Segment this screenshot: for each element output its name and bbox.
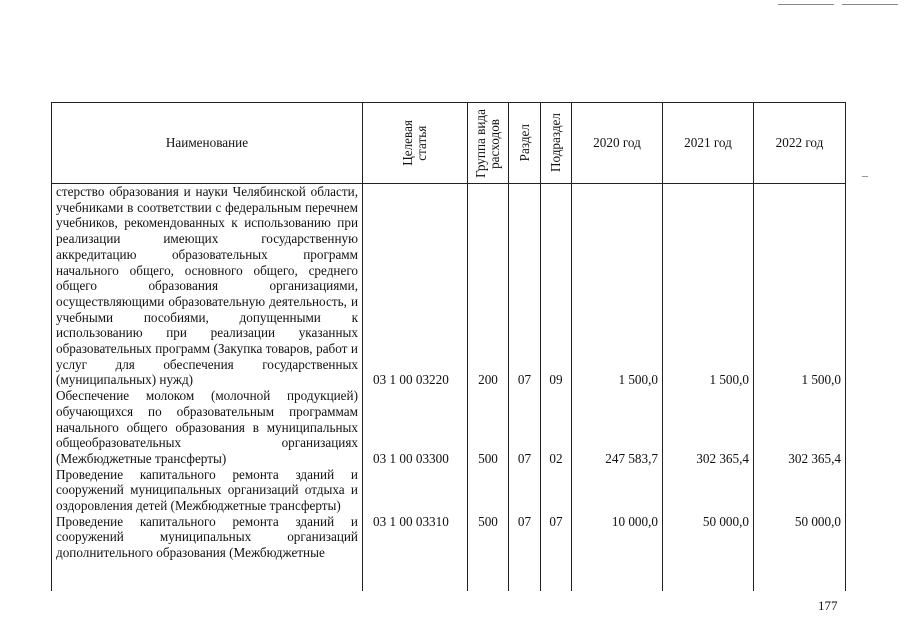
row-2-group: 500	[478, 451, 498, 466]
budget-table	[51, 102, 846, 591]
names-column	[52, 184, 363, 592]
row-2-2020: 247 583,7	[605, 451, 658, 466]
row-2-section: 07	[517, 451, 532, 466]
subsections-column	[541, 184, 572, 592]
row-3-2022: 50 000,0	[794, 514, 841, 529]
scan-artifact-line	[778, 4, 834, 5]
header-subsection: Подраздел	[541, 103, 572, 184]
row-3-code: 03 1 00 03310	[373, 514, 449, 529]
year-2021-column	[663, 184, 754, 592]
row-3-group: 500	[478, 514, 498, 529]
header-expense-group: Группа вида расходов	[468, 103, 509, 184]
year-2022-column	[754, 184, 846, 592]
row-name-1: стерство образования и науки Челябинской области, учебниками в соответствии с федеральным перечнем учебников, рекомендованных к использованию при реализации имеющих государственную аккредитацию образовательных программ начального общего, основного общего, среднего общего образования организациями, осуществляющими образовательную деятельность, и учебными пособиями, допущенными к использованию при реализации указанных образовательных программ (Закупка товаров, работ и услуг для обеспечения государственных (муниципальных) нужд)	[56, 184, 358, 388]
row-1-section: 07	[517, 372, 532, 387]
row-name-2: Обеспечение молоком (молочной продукцией) обучающихся по образовательным программам начального общего образования в муниципальных общеобразовательных организациях (Межбюджетные трансферты)	[56, 388, 358, 466]
row-name-3: Проведение капитального ремонта зданий и сооружений муниципальных организаций отдыха и оздоровления детей (Межбюджетные трансферты)	[56, 466, 358, 514]
row-1-subsection: 09	[549, 372, 563, 387]
sections-column	[509, 184, 541, 592]
row-2-code: 03 1 00 03300	[373, 451, 449, 466]
scan-artifact-dash	[862, 176, 868, 177]
row-1-2022: 1 500,0	[801, 372, 841, 387]
year-2020-column	[572, 184, 663, 592]
row-1-2020: 1 500,0	[618, 372, 658, 387]
row-3-section: 07	[517, 514, 532, 529]
row-2-subsection: 02	[549, 451, 563, 466]
scan-artifact-line	[842, 4, 898, 5]
codes-column	[363, 184, 468, 592]
row-1-group: 200	[478, 372, 498, 387]
row-3-subsection: 07	[549, 514, 563, 529]
table-header-row	[52, 103, 846, 184]
header-2022: 2022 год	[754, 103, 846, 184]
row-1-code: 03 1 00 03220	[373, 372, 449, 387]
header-2020: 2020 год	[572, 103, 663, 184]
page-number: 177	[818, 598, 838, 613]
table-body	[52, 184, 846, 592]
header-name: Наименование	[52, 103, 363, 184]
row-2-2022: 302 365,4	[788, 451, 841, 466]
row-1-2021: 1 500,0	[709, 372, 749, 387]
groups-column	[468, 184, 509, 592]
row-2-2021: 302 365,4	[696, 451, 749, 466]
header-2021: 2021 год	[663, 103, 754, 184]
header-target-article: Целевая статья	[363, 103, 468, 184]
row-3-2020: 10 000,0	[611, 514, 658, 529]
header-section: Раздел	[509, 103, 541, 184]
row-name-4: Проведение капитального ремонта зданий и сооружений муниципальных организаций дополнительного образования (Межбюджетные	[56, 513, 358, 561]
row-3-2021: 50 000,0	[702, 514, 749, 529]
